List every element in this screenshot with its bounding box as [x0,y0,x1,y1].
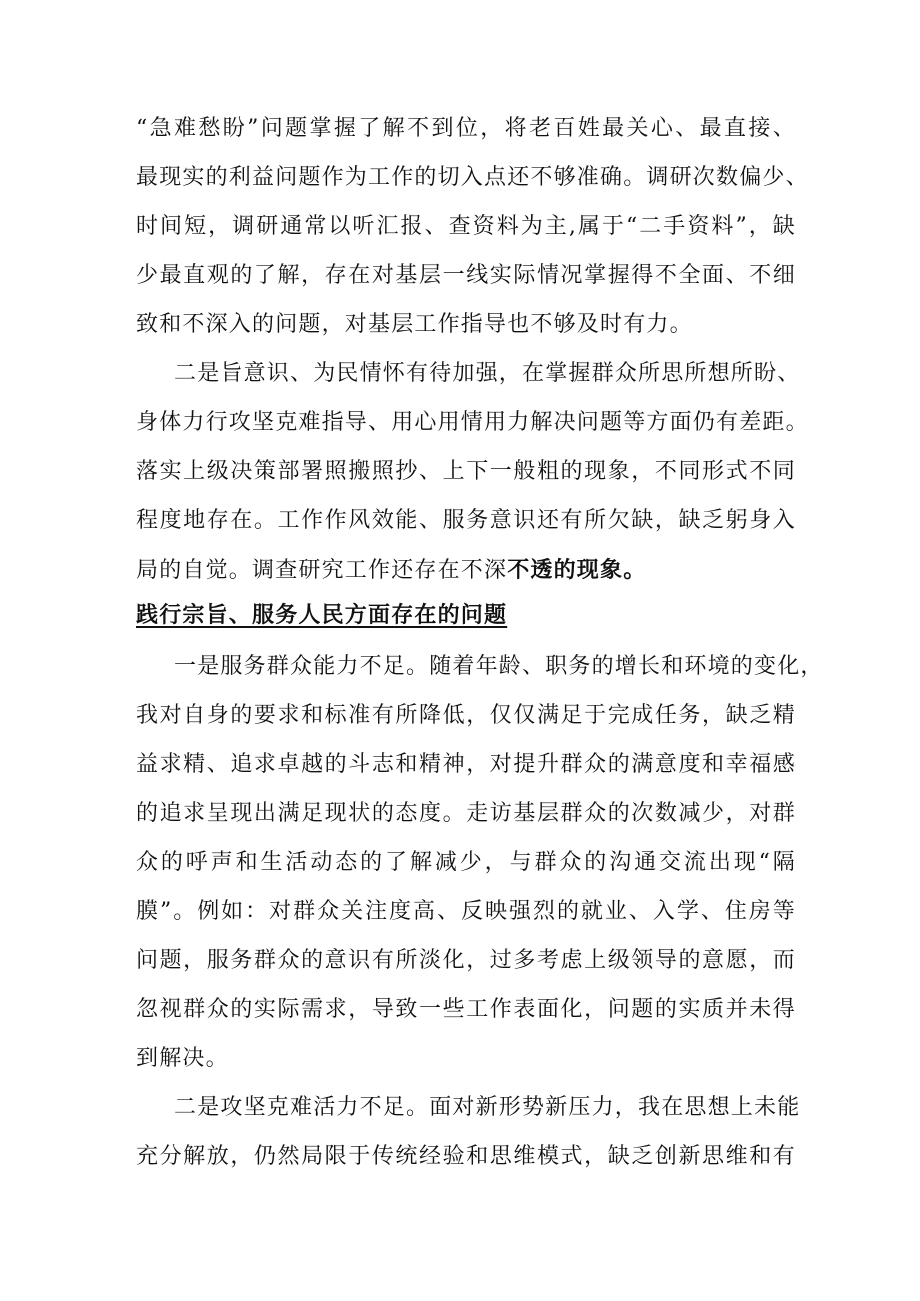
paragraph-line: 益求精、追求卓越的斗志和精神，对提升群众的满意度和幸福感 [136,752,796,777]
paragraph-line: 二是旨意识、为民情怀有待加强，在掌握群众所思所想所盼、 [174,361,801,386]
paragraph-line: 致和不深入的问题，对基层工作指导也不够及时有力。 [136,312,693,337]
paragraph-line: 一是服务群众能力不足。随着年龄、职务的增长和环境的变化， [174,654,824,679]
paragraph-line: 二是攻坚克难活力不足。面对新形势新压力，我在思想上未能 [174,1095,801,1120]
paragraph-line: 我对自身的要求和标准有所降低，仅仅满足于完成任务，缺乏精 [136,703,796,728]
paragraph-line: 众的呼声和生活动态的了解减少，与群众的沟通交流出现“隔 [136,850,796,875]
section-heading: 践行宗旨、服务人民方面存在的问题 [136,602,508,628]
bold-text: 不透的现象。 [507,557,647,583]
paragraph-line: 落实上级决策部署照搬照抄、上下一般粗的现象，不同形式不同 [136,459,796,484]
paragraph-line: 的追求呈现出满足现状的态度。走访基层群众的次数减少，对群 [136,801,796,826]
paragraph-line [136,555,796,586]
paragraph-line-text: 局的自觉。调查研究工作还存在不深 [136,558,508,583]
paragraph-line: 时间短，调研通常以听汇报、查资料为主,属于“二手资料”，缺 [136,214,796,239]
paragraph-line: “急难愁盼”问题掌握了解不到位，将老百姓最关心、最直接、 [136,116,796,141]
paragraph-line: 程度地存在。工作作风效能、服务意识还有所欠缺，缺乏躬身入 [136,508,796,533]
paragraph-line: 身体力行攻坚克难指导、用心用情用力解决问题等方面仍有差距。 [136,410,809,435]
paragraph-line: 忽视群众的实际需求，导致一些工作表面化，问题的实质并未得 [136,997,796,1022]
paragraph-line: 充分解放，仍然局限于传统经验和思维模式，缺乏创新思维和有 [136,1144,796,1169]
paragraph-line: 最现实的利益问题作为工作的切入点还不够准确。调研次数偏少、 [136,165,809,190]
paragraph-line: 问题，服务群众的意识有所淡化，过多考虑上级领导的意愿，而 [136,948,796,973]
paragraph-line: 少最直观的了解，存在对基层一线实际情况掌握得不全面、不细 [136,263,796,288]
paragraph-line: 膜”。例如：对群众关注度高、反映强烈的就业、入学、住房等 [136,899,796,924]
paragraph-line: 到解决。 [136,1046,229,1071]
